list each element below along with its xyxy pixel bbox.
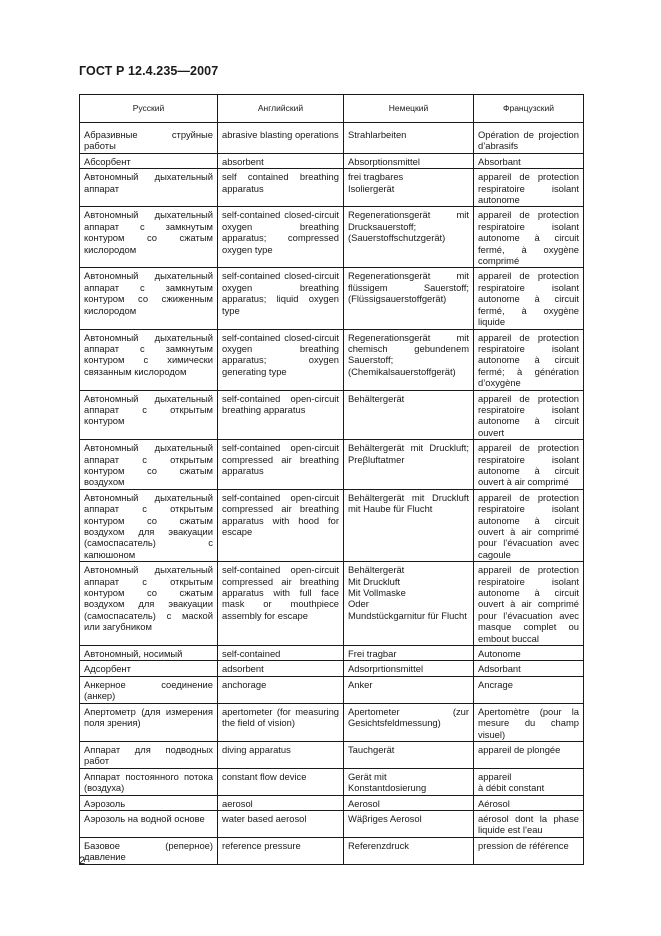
- cell-russian: [80, 768, 218, 795]
- table-row: [80, 703, 584, 741]
- cell-french: [474, 123, 584, 154]
- term-russian: Аппарат постоянного потока (воздуха): [84, 770, 213, 794]
- table-row: [80, 169, 584, 207]
- cell-french: [474, 440, 584, 490]
- cell-french: [474, 646, 584, 661]
- term-french: appareil de plongée: [478, 743, 561, 755]
- column-header-english: Английский: [218, 95, 344, 123]
- cell-french: [474, 741, 584, 768]
- term-french: appareil de protection respiratoire isolant autonome à circuit ouvert à air comprimé pour l’évacuation avec masque complet ou embout buccal: [478, 564, 579, 644]
- cell-russian: [80, 661, 218, 676]
- cell-english: [218, 768, 344, 795]
- column-header-russian: Русский: [80, 95, 218, 123]
- cell-russian: [80, 207, 218, 268]
- term-english: self-contained: [222, 648, 281, 660]
- cell-french: [474, 169, 584, 207]
- cell-german: [344, 646, 474, 661]
- term-russian: Анкерное соединение (анкер): [84, 678, 213, 702]
- term-french: appareil à débit constant: [478, 770, 545, 794]
- term-german: Behältergerät mit Druckluft mit Haube für Flucht: [348, 491, 469, 515]
- term-french: Apertomètre (pour la mesure du champ visuel): [478, 705, 579, 740]
- column-header-french: Французский: [474, 95, 584, 123]
- term-french: Absorbant: [478, 155, 521, 167]
- cell-english: [218, 207, 344, 268]
- table-row: [80, 676, 584, 703]
- term-german: Behältergerät: [348, 392, 405, 404]
- term-french: appareil de protection respiratoire isolant autonome à circuit fermé, à oxygène liquide: [478, 270, 579, 328]
- term-russian: Автономный дыхательный аппарат с открытым контуром: [84, 392, 213, 427]
- cell-german: [344, 837, 474, 864]
- cell-french: [474, 329, 584, 390]
- term-english: self-contained open-circuit compressed air breathing apparatus: [222, 442, 339, 476]
- cell-english: [218, 153, 344, 168]
- term-french: appareil de protection respiratoire isolant autonome à circuit ouvert à air comprimé: [478, 442, 579, 488]
- table-row: [80, 123, 584, 154]
- term-french: Ancrage: [478, 678, 513, 690]
- term-french: aérosol dont la phase liquide est l’eau: [478, 812, 579, 836]
- term-russian: Абсорбент: [84, 155, 131, 167]
- cell-french: [474, 768, 584, 795]
- term-russian: Автономный, носимый: [84, 648, 183, 660]
- term-french: appareil de protection respiratoire isolant autonome à circuit ouvert: [478, 392, 579, 438]
- table-row: [80, 268, 584, 329]
- cell-english: [218, 646, 344, 661]
- term-german: Behältergerät Mit Druckluft Mit Vollmaske Oder Mundstückgarnitur für Flucht: [348, 564, 467, 621]
- term-russian: Аппарат для подводных работ: [84, 743, 213, 767]
- cell-russian: [80, 169, 218, 207]
- term-russian: Автономный дыхательный аппарат: [84, 171, 213, 194]
- cell-german: [344, 207, 474, 268]
- table-row: [80, 768, 584, 795]
- cell-german: [344, 169, 474, 207]
- term-russian: Адсорбент: [84, 663, 131, 675]
- term-french: appareil de protection respiratoire isolant autonome à circuit fermé, à oxygène comprimé: [478, 209, 579, 267]
- cell-english: [218, 329, 344, 390]
- term-german: Referenzdruck: [348, 839, 409, 851]
- term-german: Gerät mit Konstantdosierung: [348, 770, 427, 794]
- table-header-row: [80, 95, 584, 123]
- cell-french: [474, 268, 584, 329]
- document-header: ГОСТ Р 12.4.235—2007: [79, 64, 219, 78]
- term-english: self-contained open-circuit compressed air breathing apparatus with hood for escape: [222, 491, 339, 537]
- cell-french: [474, 837, 584, 864]
- term-russian: Автономный дыхательный аппарат с замкнутым контуром со сжиженным кислородом: [84, 270, 213, 316]
- term-french: Adsorbant: [478, 663, 521, 675]
- term-russian: Базовое (реперное) давление: [84, 839, 213, 863]
- term-english: reference pressure: [222, 839, 301, 851]
- cell-english: [218, 169, 344, 207]
- term-english: self-contained closed-circuit oxygen breathing apparatus; oxygen generating type: [222, 331, 339, 377]
- cell-russian: [80, 329, 218, 390]
- term-english: apertometer (for measuring the field of vision): [222, 705, 339, 729]
- term-english: anchorage: [222, 678, 267, 690]
- term-russian: Апертометр (для измерения поля зрения): [84, 705, 213, 729]
- cell-english: [218, 795, 344, 810]
- table-body: [80, 123, 584, 865]
- glossary-table: [79, 94, 584, 865]
- cell-english: [218, 489, 344, 561]
- cell-english: [218, 661, 344, 676]
- table-row: [80, 390, 584, 440]
- cell-german: [344, 768, 474, 795]
- term-german: Apertometer (zur Gesichtsfeldmessung): [348, 705, 469, 729]
- cell-english: [218, 837, 344, 864]
- term-german: frei tragbares Isoliergerät: [348, 171, 404, 194]
- cell-french: [474, 703, 584, 741]
- cell-german: [344, 153, 474, 168]
- term-english: water based aerosol: [222, 812, 307, 824]
- term-german: Absorptionsmittel: [348, 155, 420, 167]
- table-row: [80, 440, 584, 490]
- cell-english: [218, 123, 344, 154]
- table-row: [80, 489, 584, 561]
- cell-english: [218, 676, 344, 703]
- cell-german: [344, 390, 474, 440]
- cell-russian: [80, 741, 218, 768]
- term-german: Frei tragbar: [348, 648, 397, 660]
- term-russian: Автономный дыхательный аппарат с замкнутым контуром с химически связанным кислородом: [84, 331, 213, 377]
- cell-english: [218, 562, 344, 646]
- cell-english: [218, 741, 344, 768]
- term-russian: Аэрозоль на водной основе: [84, 812, 205, 824]
- cell-russian: [80, 703, 218, 741]
- table-row: [80, 795, 584, 810]
- cell-russian: [80, 676, 218, 703]
- cell-english: [218, 810, 344, 837]
- term-russian: Автономный дыхательный аппарат с открытым контуром со сжатым воздухом: [84, 442, 213, 488]
- cell-french: [474, 489, 584, 561]
- term-russian: Автономный дыхательный аппарат с замкнутым контуром со сжатым кислородом: [84, 209, 213, 255]
- term-english: self-contained open-circuit compressed air breathing apparatus with full face mask or mouthpiece assembly for escape: [222, 564, 339, 621]
- cell-russian: [80, 390, 218, 440]
- cell-russian: [80, 795, 218, 810]
- table-row: [80, 810, 584, 837]
- cell-german: [344, 489, 474, 561]
- cell-german: [344, 329, 474, 390]
- cell-french: [474, 795, 584, 810]
- term-french: Aérosol: [478, 797, 510, 809]
- cell-english: [218, 390, 344, 440]
- cell-french: [474, 562, 584, 646]
- term-french: appareil de protection respiratoire isolant autonome à circuit ouvert à air comprimé pour l’évacuation avec cagoule: [478, 491, 579, 560]
- term-english: constant flow device: [222, 770, 307, 782]
- cell-russian: [80, 153, 218, 168]
- term-english: self-contained closed-circuit oxygen breathing apparatus; liquid oxygen type: [222, 270, 339, 316]
- term-english: adsorbent: [222, 663, 264, 675]
- cell-russian: [80, 268, 218, 329]
- term-german: Wäβriges Aerosol: [348, 812, 422, 824]
- table-row: [80, 837, 584, 864]
- term-english: absorbent: [222, 155, 264, 167]
- term-german: Anker: [348, 678, 373, 690]
- term-german: Strahlarbeiten: [348, 129, 407, 140]
- cell-english: [218, 440, 344, 490]
- cell-russian: [80, 440, 218, 490]
- cell-french: [474, 676, 584, 703]
- table-row: [80, 562, 584, 646]
- cell-russian: [80, 810, 218, 837]
- cell-french: [474, 207, 584, 268]
- cell-french: [474, 153, 584, 168]
- table-row: [80, 153, 584, 168]
- term-french: Opération de projection d’abrasifs: [478, 129, 579, 152]
- cell-german: [344, 440, 474, 490]
- cell-russian: [80, 837, 218, 864]
- term-english: self contained breathing apparatus: [222, 171, 339, 194]
- table-row: [80, 646, 584, 661]
- term-german: Behältergerät mit Druckluft; Preβluftatmer: [348, 442, 469, 465]
- cell-german: [344, 741, 474, 768]
- cell-german: [344, 795, 474, 810]
- cell-russian: [80, 123, 218, 154]
- term-russian: Абразивные струйные работы: [84, 129, 213, 152]
- term-german: Adsorprtionsmittel: [348, 663, 424, 675]
- term-russian: Аэрозоль: [84, 797, 126, 809]
- table-row: [80, 329, 584, 390]
- cell-german: [344, 703, 474, 741]
- cell-german: [344, 268, 474, 329]
- cell-english: [218, 703, 344, 741]
- term-french: Autonome: [478, 648, 521, 660]
- term-english: self-contained open-circuit breathing apparatus: [222, 392, 339, 415]
- cell-german: [344, 562, 474, 646]
- term-german: Tauchgerät: [348, 743, 395, 755]
- cell-french: [474, 390, 584, 440]
- term-english: self-contained closed-circuit oxygen breathing apparatus; compressed oxygen type: [222, 209, 339, 255]
- term-english: diving apparatus: [222, 743, 291, 755]
- cell-german: [344, 810, 474, 837]
- term-english: aerosol: [222, 797, 253, 809]
- cell-russian: [80, 562, 218, 646]
- table-row: [80, 207, 584, 268]
- column-header-german: Немецкий: [344, 95, 474, 123]
- term-german: Regenerationsgerät mit flüssigem Sauerstoff; (Flüssigsauerstoffgerät): [348, 270, 469, 305]
- term-french: appareil de protection respiratoire isolant autonome: [478, 171, 579, 206]
- term-german: Aerosol: [348, 797, 380, 809]
- cell-english: [218, 268, 344, 329]
- cell-russian: [80, 646, 218, 661]
- term-russian: Автономный дыхательный аппарат с открытым контуром со сжатым воздухом для эвакуации (самоспасатель) с капюшоном: [84, 491, 213, 560]
- cell-french: [474, 810, 584, 837]
- term-russian: Автономный дыхательный аппарат с открытым контуром со сжатым воздухом для эвакуации (самоспасатель) с маской или загубником: [84, 564, 213, 633]
- table-row: [80, 741, 584, 768]
- term-french: pression de référence: [478, 839, 569, 851]
- term-german: Regenerationsgerät mit Drucksauerstoff; (Sauerstoffschutzgerät): [348, 209, 469, 244]
- cell-german: [344, 661, 474, 676]
- table-row: [80, 661, 584, 676]
- term-english: abrasive blasting operations: [222, 129, 339, 140]
- cell-russian: [80, 489, 218, 561]
- term-german: Regenerationsgerät mit chemisch gebundenem Sauerstoff; (Chemikalsauerstoffgerät): [348, 331, 469, 377]
- cell-french: [474, 661, 584, 676]
- term-french: appareil de protection respiratoire isolant autonome à circuit fermé; à génération d’oxygène: [478, 331, 579, 389]
- cell-german: [344, 676, 474, 703]
- page-number: 2: [79, 855, 86, 867]
- cell-german: [344, 123, 474, 154]
